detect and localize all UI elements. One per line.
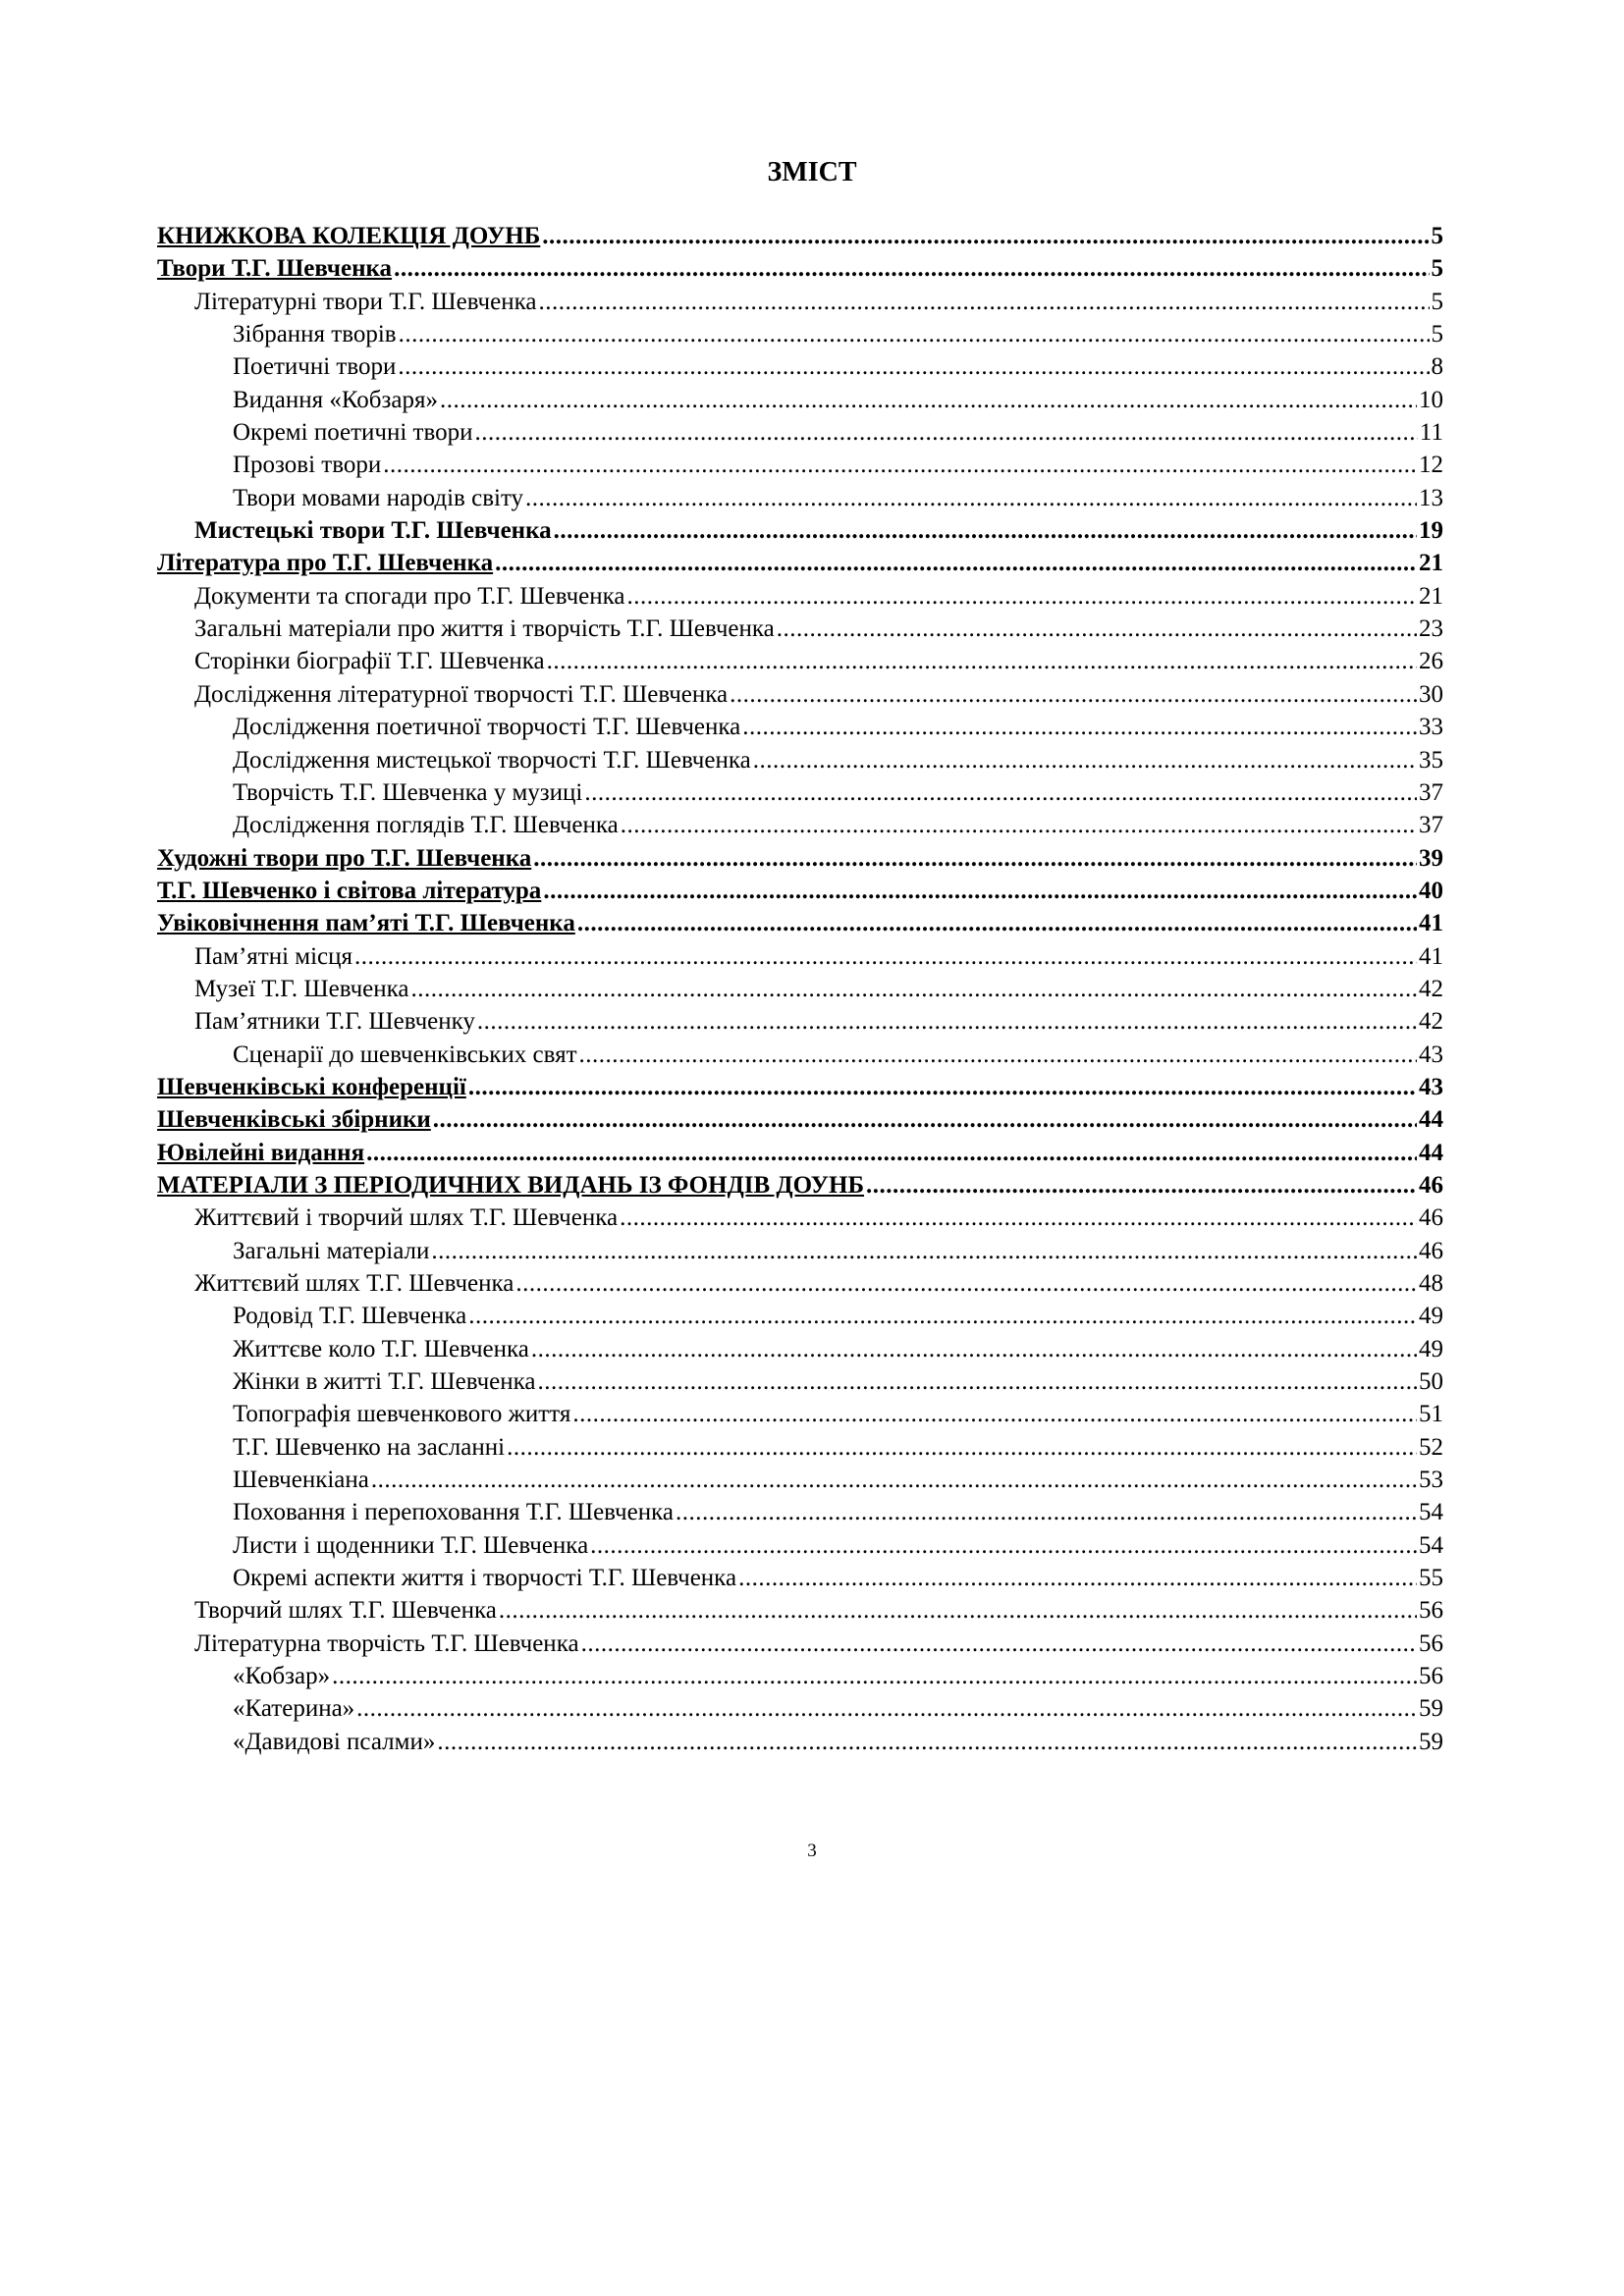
toc-entry[interactable] bbox=[157, 1628, 1443, 1660]
toc-entry-title: Шевченкіана bbox=[233, 1467, 369, 1494]
toc-entry-page: 46 bbox=[1419, 1237, 1443, 1264]
toc-dot-leader bbox=[366, 1137, 1417, 1169]
toc-entry-page: 19 bbox=[1419, 517, 1443, 545]
toc-entry-page: 52 bbox=[1419, 1433, 1443, 1461]
toc-entry-page: 26 bbox=[1419, 648, 1443, 675]
toc-entry-page: 41 bbox=[1419, 910, 1443, 937]
toc-dot-leader bbox=[356, 1692, 1417, 1725]
toc-dot-leader bbox=[626, 580, 1417, 613]
toc-entry-page: 12 bbox=[1419, 452, 1443, 479]
toc-entry[interactable] bbox=[157, 1594, 1443, 1627]
toc-entry-title: Музеї Т.Г. Шевченка bbox=[194, 975, 409, 1002]
toc-entry-page: 46 bbox=[1419, 1204, 1443, 1232]
toc-entry[interactable] bbox=[157, 875, 1443, 907]
toc-dot-leader bbox=[621, 809, 1417, 841]
toc-entry-title: Шевченківські збірники bbox=[157, 1106, 431, 1134]
toc-dot-leader bbox=[753, 744, 1417, 776]
toc-entry[interactable] bbox=[157, 1005, 1443, 1038]
toc-dot-leader bbox=[332, 1660, 1417, 1692]
toc-entry-page: 51 bbox=[1419, 1401, 1443, 1428]
toc-dot-leader bbox=[437, 1726, 1417, 1758]
toc-entry[interactable] bbox=[157, 1726, 1443, 1758]
toc-dot-leader bbox=[584, 776, 1417, 809]
toc-entry-page: 56 bbox=[1419, 1597, 1443, 1625]
toc-entry-page: 50 bbox=[1419, 1368, 1443, 1396]
toc-entry-page: 11 bbox=[1419, 419, 1443, 447]
toc-entry-page: 23 bbox=[1419, 615, 1443, 643]
toc-entry-page: 5 bbox=[1431, 321, 1443, 348]
toc-dot-leader bbox=[394, 252, 1429, 285]
toc-dot-leader bbox=[730, 678, 1417, 711]
toc-entry-page: 30 bbox=[1419, 680, 1443, 708]
toc-entry-page: 49 bbox=[1419, 1303, 1443, 1330]
toc-entry-title: Пам’ятні місця bbox=[194, 942, 353, 970]
toc-entry[interactable] bbox=[157, 514, 1443, 547]
toc-entry-title: Т.Г. Шевченко на засланні bbox=[233, 1433, 506, 1461]
toc-dot-leader bbox=[590, 1529, 1417, 1562]
toc-entry[interactable] bbox=[157, 1103, 1443, 1136]
toc-entry-page: 54 bbox=[1419, 1531, 1443, 1559]
toc-entry-page: 5 bbox=[1431, 288, 1443, 315]
toc-dot-leader bbox=[525, 482, 1417, 514]
toc-entry-title: Жінки в житті Т.Г. Шевченка bbox=[233, 1368, 536, 1396]
toc-entry[interactable] bbox=[157, 1365, 1443, 1398]
toc-entry-page: 37 bbox=[1419, 778, 1443, 806]
toc-entry-page: 59 bbox=[1419, 1728, 1443, 1755]
toc-dot-leader bbox=[866, 1169, 1417, 1201]
toc-entry-page: 39 bbox=[1419, 844, 1443, 872]
toc-entry-title: «Давидові псалми» bbox=[233, 1728, 436, 1755]
toc-entry[interactable] bbox=[157, 1039, 1443, 1071]
toc-entry[interactable] bbox=[157, 613, 1443, 645]
toc-entry-page: 42 bbox=[1419, 1008, 1443, 1036]
toc-entry-title: Загальні матеріали про життя і творчість Т.Г. Шевченка bbox=[194, 615, 775, 643]
toc-entry-title: Літературна творчість Т.Г. Шевченка bbox=[194, 1629, 579, 1657]
toc-dot-leader bbox=[474, 416, 1417, 449]
toc-entry-title: Літературні твори Т.Г. Шевченка bbox=[194, 288, 537, 315]
toc-dot-leader bbox=[554, 514, 1417, 547]
toc-dot-leader bbox=[371, 1464, 1417, 1496]
toc-entry-title: Сценарії до шевченківських свят bbox=[233, 1041, 577, 1068]
toc-entry[interactable] bbox=[157, 318, 1443, 350]
toc-entry[interactable] bbox=[157, 678, 1443, 711]
toc-entry[interactable] bbox=[157, 645, 1443, 677]
toc-entry-page: 43 bbox=[1419, 1073, 1443, 1100]
toc-entry-title: Документи та спогади про Т.Г. Шевченка bbox=[194, 582, 625, 610]
toc-entry-title: Дослідження літературної творчості Т.Г. Шевченка bbox=[194, 680, 729, 708]
toc-entry-title: Література про Т.Г. Шевченка bbox=[157, 550, 494, 577]
toc-dot-leader bbox=[468, 1300, 1417, 1332]
toc-entry-page: 54 bbox=[1419, 1499, 1443, 1526]
toc-entry-page: 8 bbox=[1431, 353, 1443, 381]
toc-entry[interactable] bbox=[157, 1692, 1443, 1725]
toc-dot-leader bbox=[676, 1496, 1417, 1528]
toc-entry[interactable] bbox=[157, 449, 1443, 481]
toc-entry-page: 21 bbox=[1419, 550, 1443, 577]
toc-entry-title: Зібрання творів bbox=[233, 321, 397, 348]
toc-entry-page: 40 bbox=[1419, 877, 1443, 904]
toc-entry-page: 55 bbox=[1419, 1565, 1443, 1592]
toc-entry[interactable] bbox=[157, 907, 1443, 939]
toc-entry-title: Мистецькі твори Т.Г. Шевченка bbox=[194, 517, 552, 545]
toc-entry[interactable] bbox=[157, 1169, 1443, 1201]
toc-dot-leader bbox=[507, 1431, 1417, 1464]
toc-entry[interactable] bbox=[157, 482, 1443, 514]
toc-entry[interactable] bbox=[157, 1529, 1443, 1562]
toc-entry-title: Творчість Т.Г. Шевченка у музиці bbox=[233, 778, 583, 806]
toc-dot-leader bbox=[531, 1333, 1417, 1365]
toc-entry-page: 33 bbox=[1419, 714, 1443, 741]
toc-entry-title: Ювілейні видання bbox=[157, 1139, 365, 1166]
toc-entry[interactable] bbox=[157, 286, 1443, 318]
toc-entry[interactable] bbox=[157, 842, 1443, 875]
toc-dot-leader bbox=[777, 613, 1417, 645]
toc-entry-title: Загальні матеріали bbox=[233, 1237, 430, 1264]
toc-dot-leader bbox=[398, 350, 1429, 383]
toc-entry[interactable] bbox=[157, 1267, 1443, 1300]
toc-entry[interactable] bbox=[157, 252, 1443, 285]
toc-entry-page: 35 bbox=[1419, 746, 1443, 774]
toc-entry[interactable] bbox=[157, 580, 1443, 613]
toc-entry-title: Поетичні твори bbox=[233, 353, 397, 381]
toc-dot-leader bbox=[515, 1267, 1417, 1300]
toc-entry-title: Твори Т.Г. Шевченка bbox=[157, 255, 393, 283]
toc-entry-title: Листи і щоденники Т.Г. Шевченка bbox=[233, 1531, 589, 1559]
toc-entry-title: Поховання і перепоховання Т.Г. Шевченка bbox=[233, 1499, 674, 1526]
toc-entry[interactable] bbox=[157, 744, 1443, 776]
toc-entry-title: Життєве коло Т.Г. Шевченка bbox=[233, 1335, 529, 1362]
toc-entry-title: МАТЕРІАЛИ З ПЕРІОДИЧНИХ ВИДАНЬ ІЗ ФОНДІВ ДОУНБ bbox=[157, 1171, 864, 1199]
toc-entry[interactable] bbox=[157, 1333, 1443, 1365]
toc-entry-page: 56 bbox=[1419, 1663, 1443, 1690]
toc-entry-page: 37 bbox=[1419, 812, 1443, 839]
toc-entry-title: Дослідження мистецької творчості Т.Г. Шевченка bbox=[233, 746, 751, 774]
toc-entry[interactable] bbox=[157, 1300, 1443, 1332]
toc-entry-title: Життєвий і творчий шлях Т.Г. Шевченка bbox=[194, 1204, 619, 1232]
toc-dot-leader bbox=[499, 1594, 1417, 1627]
page-number: 3 bbox=[807, 1841, 817, 1861]
toc-entry-title: Топографія шевченкового життя bbox=[233, 1401, 571, 1428]
toc-entry[interactable] bbox=[157, 1137, 1443, 1169]
toc-dot-leader bbox=[533, 842, 1417, 875]
toc-dot-leader bbox=[538, 286, 1429, 318]
toc-entry-page: 10 bbox=[1419, 386, 1443, 413]
toc-entry-page: 21 bbox=[1419, 582, 1443, 610]
toc-entry-page: 5 bbox=[1431, 255, 1443, 283]
toc-entry[interactable] bbox=[157, 1201, 1443, 1234]
toc-entry-page: 48 bbox=[1419, 1270, 1443, 1297]
toc-dot-leader bbox=[581, 1628, 1417, 1660]
table-of-contents bbox=[157, 220, 1443, 1758]
toc-entry-page: 42 bbox=[1419, 975, 1443, 1002]
toc-entry-title: Шевченківські конференції bbox=[157, 1073, 466, 1100]
toc-entry-title: Увіковічнення пам’яті Т.Г. Шевченка bbox=[157, 910, 575, 937]
toc-dot-leader bbox=[579, 1039, 1417, 1071]
toc-entry-title: Твори мовами народів світу bbox=[233, 484, 524, 511]
toc-dot-leader bbox=[620, 1201, 1417, 1234]
toc-entry[interactable] bbox=[157, 384, 1443, 416]
toc-dot-leader bbox=[411, 973, 1417, 1005]
toc-entry-title: «Кобзар» bbox=[233, 1663, 331, 1690]
toc-entry[interactable] bbox=[157, 940, 1443, 973]
toc-dot-leader bbox=[495, 547, 1417, 579]
toc-entry[interactable] bbox=[157, 350, 1443, 383]
toc-dot-leader bbox=[543, 875, 1417, 907]
toc-entry[interactable] bbox=[157, 220, 1443, 252]
toc-entry-page: 46 bbox=[1419, 1171, 1443, 1199]
toc-entry[interactable] bbox=[157, 711, 1443, 743]
toc-dot-leader bbox=[542, 220, 1429, 252]
toc-entry-title: Прозові твори bbox=[233, 452, 382, 479]
toc-entry[interactable] bbox=[157, 1398, 1443, 1430]
toc-entry-title: КНИЖКОВА КОЛЕКЦІЯ ДОУНБ bbox=[157, 223, 541, 249]
toc-entry-title: «Катерина» bbox=[233, 1695, 355, 1723]
toc-entry-title: Життєвий шлях Т.Г. Шевченка bbox=[194, 1270, 514, 1297]
toc-entry-page: 44 bbox=[1419, 1106, 1443, 1134]
toc-entry-title: Дослідження поглядів Т.Г. Шевченка bbox=[233, 812, 619, 839]
toc-dot-leader bbox=[742, 711, 1417, 743]
toc-entry[interactable] bbox=[157, 1660, 1443, 1692]
toc-dot-leader bbox=[547, 645, 1417, 677]
toc-entry-page: 43 bbox=[1419, 1041, 1443, 1068]
toc-entry-page: 44 bbox=[1419, 1139, 1443, 1166]
toc-dot-leader bbox=[577, 907, 1417, 939]
toc-dot-leader bbox=[431, 1235, 1417, 1267]
toc-entry[interactable] bbox=[157, 1235, 1443, 1267]
toc-entry-title: Творчий шлях Т.Г. Шевченка bbox=[194, 1597, 497, 1625]
toc-entry-page: 56 bbox=[1419, 1629, 1443, 1657]
toc-entry-title: Сторінки біографії Т.Г. Шевченка bbox=[194, 648, 545, 675]
toc-entry-title: Дослідження поетичної творчості Т.Г. Шевченка bbox=[233, 714, 741, 741]
toc-entry-title: Окремі аспекти життя і творчості Т.Г. Шевченка bbox=[233, 1565, 737, 1592]
toc-entry[interactable] bbox=[157, 973, 1443, 1005]
page-title: ЗМІСТ bbox=[767, 157, 857, 187]
toc-dot-leader bbox=[399, 318, 1430, 350]
toc-entry[interactable] bbox=[157, 1464, 1443, 1496]
toc-entry[interactable] bbox=[157, 809, 1443, 841]
toc-entry-page: 5 bbox=[1431, 223, 1443, 249]
toc-entry-page: 53 bbox=[1419, 1467, 1443, 1494]
toc-dot-leader bbox=[468, 1071, 1417, 1103]
toc-entry-page: 49 bbox=[1419, 1335, 1443, 1362]
toc-entry[interactable] bbox=[157, 1562, 1443, 1594]
toc-entry-title: Пам’ятники Т.Г. Шевченку bbox=[194, 1008, 475, 1036]
toc-dot-leader bbox=[440, 384, 1417, 416]
toc-dot-leader bbox=[433, 1103, 1417, 1136]
toc-entry-title: Родовід Т.Г. Шевченка bbox=[233, 1303, 467, 1330]
toc-entry-title: Художні твори про Т.Г. Шевченка bbox=[157, 844, 532, 872]
toc-entry[interactable] bbox=[157, 776, 1443, 809]
toc-entry[interactable] bbox=[157, 1071, 1443, 1103]
toc-entry[interactable] bbox=[157, 547, 1443, 579]
toc-dot-leader bbox=[354, 940, 1417, 973]
toc-entry-title: Видання «Кобзаря» bbox=[233, 386, 438, 413]
toc-entry[interactable] bbox=[157, 416, 1443, 449]
toc-entry-title: Т.Г. Шевченко і світова література bbox=[157, 877, 542, 904]
toc-entry-page: 13 bbox=[1419, 484, 1443, 511]
toc-dot-leader bbox=[383, 449, 1417, 481]
toc-entry-page: 41 bbox=[1419, 942, 1443, 970]
toc-dot-leader bbox=[477, 1005, 1417, 1038]
toc-dot-leader bbox=[738, 1562, 1417, 1594]
toc-entry[interactable] bbox=[157, 1496, 1443, 1528]
toc-entry-page: 59 bbox=[1419, 1695, 1443, 1723]
toc-entry[interactable] bbox=[157, 1431, 1443, 1464]
toc-dot-leader bbox=[537, 1365, 1417, 1398]
toc-dot-leader bbox=[572, 1398, 1417, 1430]
toc-entry-title: Окремі поетичні твори bbox=[233, 419, 473, 447]
